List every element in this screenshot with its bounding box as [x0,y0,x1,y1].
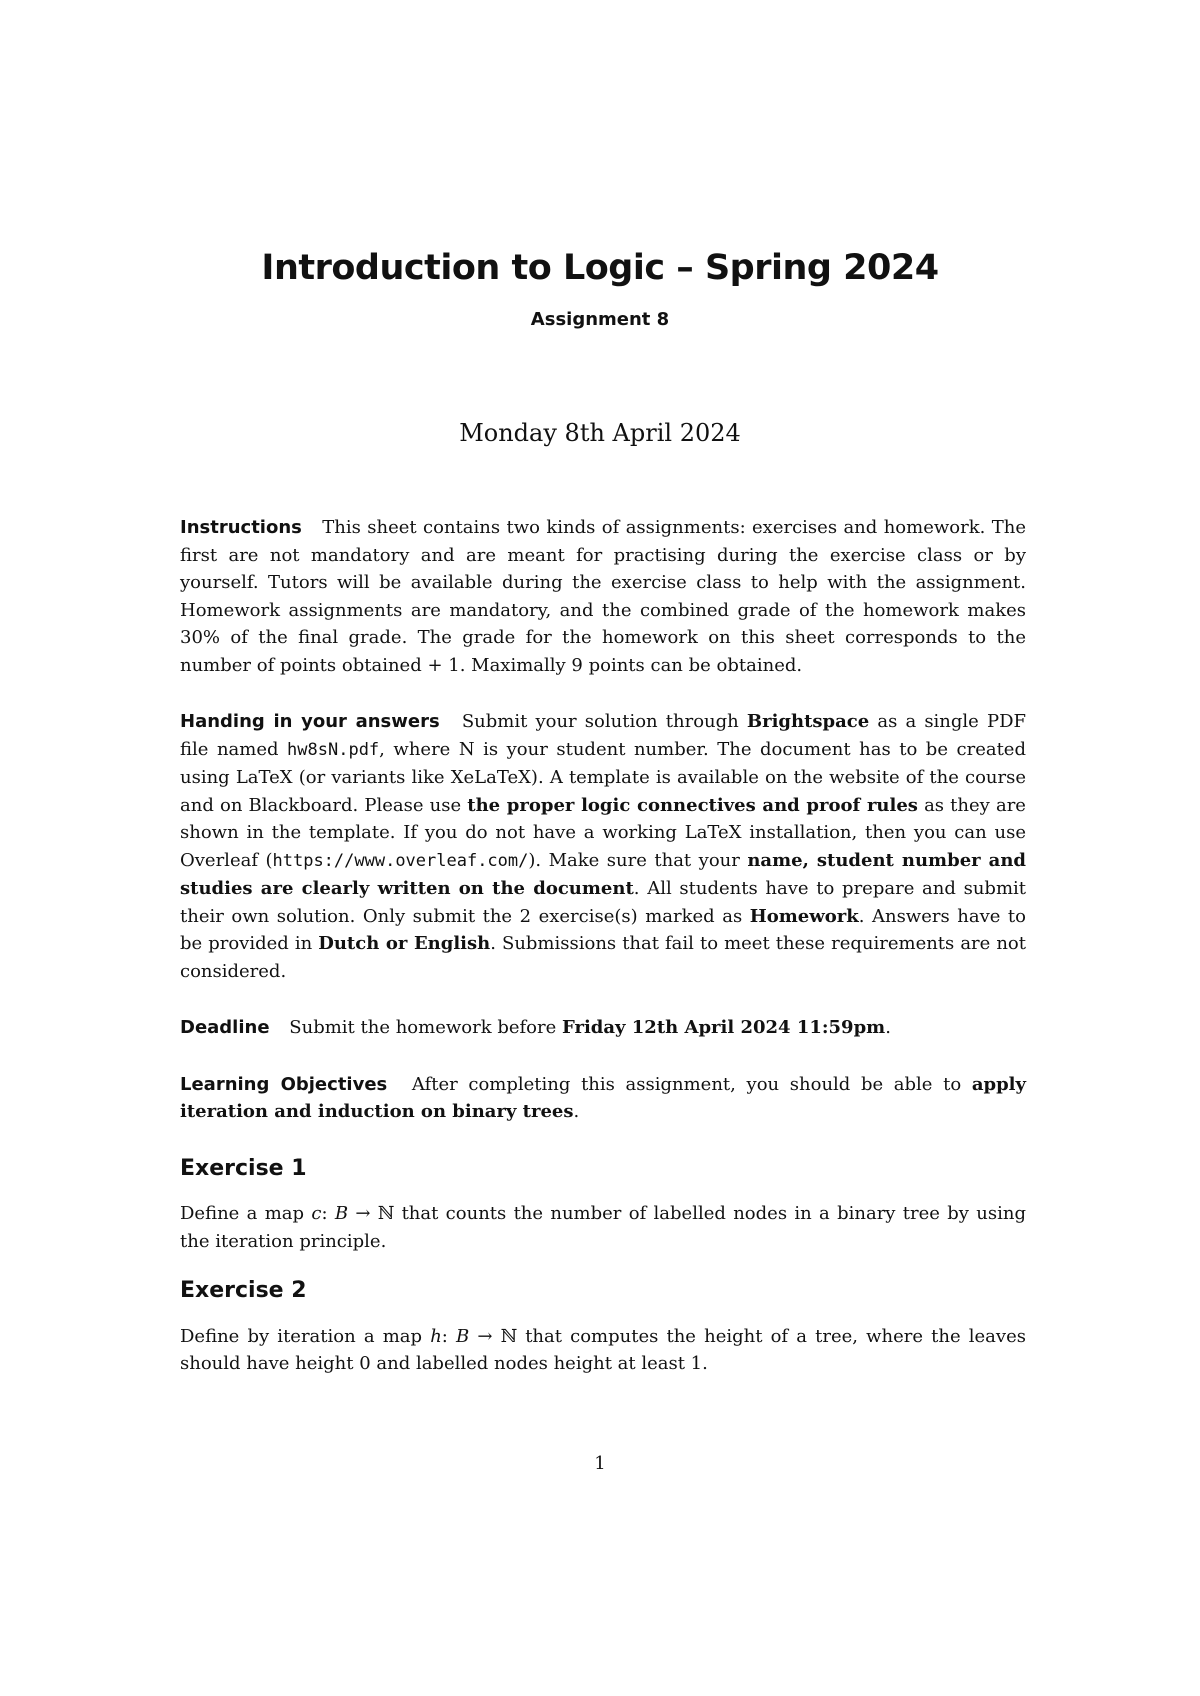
instructions-text: This sheet contains two kinds of assignments: exercises and homework. The first are not mandatory and are meant for practising during the exercise class or by yourself. Tutors will be available during the exercise class to help with the assignment. Homework assignments are mandatory, and the combined grade of the homework makes 30% of the final grade. The grade for the homework on this sheet corresponds to the number of points obtained + 1. Maximally 9 points can be obtained. [180,517,1026,676]
objectives-emphasis: apply iteration and induction on binary trees [180,1073,1026,1122]
deadline-heading: Deadline [180,1017,270,1038]
objectives-heading: Learning Objectives [180,1073,388,1095]
exercise-2-colon: : [441,1325,456,1347]
assignment-subtitle: Assignment 8 [530,309,670,330]
handing-in-text-1: Submit your solution through [461,711,739,732]
handing-in-text-3: , where N is your student number. The document has to be created using LaTeX (or variants like XeLaTeX). A template is available on the website of the course and on Blackboard. Please use [180,738,1026,816]
handing-in-heading: Handing in your answers [180,711,440,732]
exercise-1-heading: Exercise 1 [180,1155,307,1181]
exercise-2-text-2: → ℕ that computes the height of a tree, where the leaves should have height 0 and labelled nodes height at least 1. [180,1325,1026,1374]
exercise-1-map-symbol: c [311,1203,322,1224]
brightspace-emphasis: Brightspace [746,711,870,732]
page-number: 1 [594,1453,606,1474]
exercise-1-text [180,1200,1026,1255]
document-date: Monday 8th April 2024 [459,419,741,447]
homework-emphasis: Homework [749,905,859,927]
handing-in-text-8: . Submissions that fail to meet these requirements are not considered. [180,933,1026,982]
handing-in-text-7: . Answers have to be provided in [180,905,1026,954]
objectives-end: . [573,1101,580,1122]
connectives-emphasis: the proper logic connectives and proof rules [467,794,918,816]
document-title: Introduction to Logic – Spring 2024 [261,248,939,288]
submission-filename: hw8sN.pdf [287,739,380,760]
language-emphasis: Dutch or English [318,933,491,954]
deadline-date: Friday 12th April 2024 11:59pm [562,1017,886,1038]
handing-in-paragraph [180,708,1026,985]
exercise-2-heading: Exercise 2 [180,1278,307,1303]
name-studies-emphasis: name, student number and studies are clearly written on the document [180,849,1026,899]
handing-in-text-4: as they are shown in the template. If you do not have a working LaTeX installation, then you can use Overleaf ( [180,794,1026,871]
exercise-1-colon: : [321,1203,335,1224]
exercise-2-text [180,1323,1026,1378]
exercise-2-map-symbol: h [430,1325,442,1347]
deadline-paragraph [180,1014,1026,1042]
exercise-1-text-1: Define a map [180,1203,305,1224]
handing-in-text-6: . All students have to prepare and submit their own solution. Only submit the 2 exercise(s) marked as [180,878,1027,927]
objectives-paragraph [180,1071,1026,1126]
overleaf-url: https://www.overleaf.com/ [272,850,529,871]
handing-in-text-2: as a single PDF file named [180,711,1026,760]
instructions-heading: Instructions [180,517,302,538]
document-body [180,514,1026,1400]
exercise-1-text-2: → ℕ that counts the number of labelled nodes in a binary tree by using the iteration principle. [180,1203,1026,1252]
objectives-text: After completing this assignment, you should be able to [411,1073,962,1095]
instructions-paragraph [180,514,1026,679]
deadline-text: Submit the homework before [289,1017,557,1038]
handing-in-text-5: ). Make sure that your [528,849,740,871]
exercise-2-text-1: Define by iteration a map [180,1325,423,1347]
exercise-2-tree-set: B [456,1325,470,1347]
exercise-1-tree-set: B [334,1203,349,1224]
deadline-end: . [885,1017,891,1038]
